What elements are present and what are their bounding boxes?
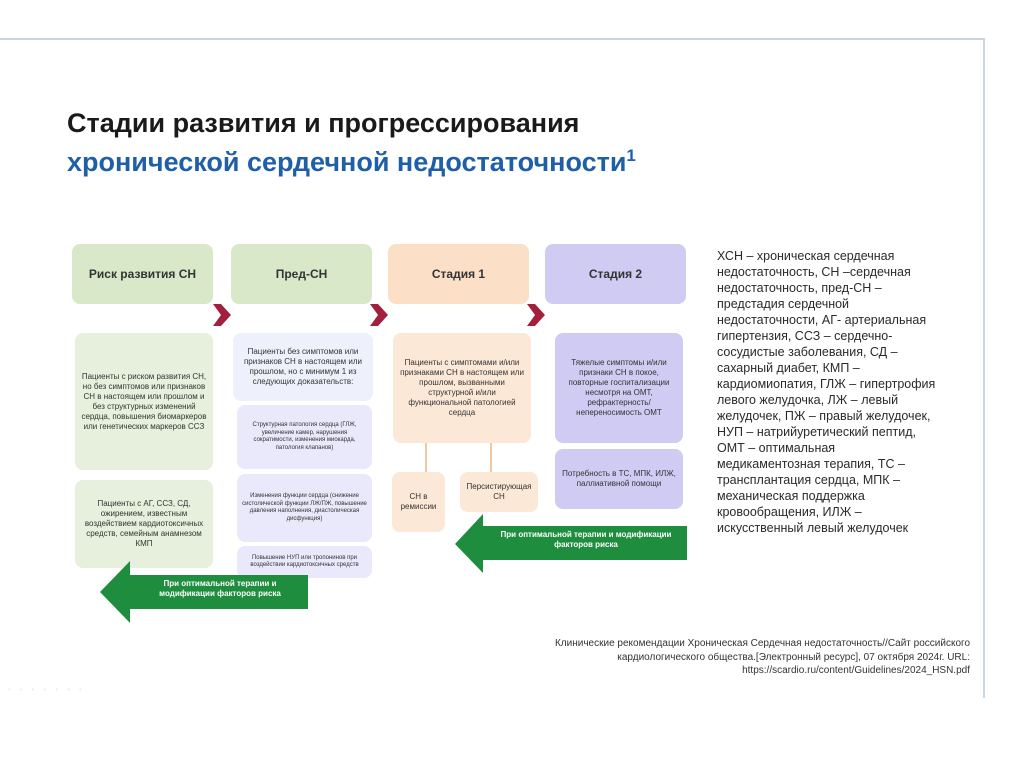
reference-line-2: кардиологического общества.[Электронный ресурс], 07 октября 2024г. URL: [617, 651, 970, 663]
chevron-right-icon [213, 302, 231, 328]
reference-line-3: https://scardio.ru/content/Guidelines/2024_HSN.pdf [742, 665, 970, 676]
presn-structural-box: Структурная патология сердца (ГЛЖ, увеличение камер, нарушения сократимости, изменения миокарда, патология клапанов) [237, 405, 372, 469]
risk-description-box: Пациенты с риском развития СН, но без симптомов или признаков СН в настоящем или прошлом и без структурных изменений сердца, повышения биомаркеров или генетических маркеров ССЗ [75, 333, 213, 470]
slide-title-line2-text: хронической сердечной недостаточности [67, 147, 627, 177]
presn-function-box: Изменения функции сердца (снижение систолической функции ЛЖ/ПЖ, повышение давления наполнения, диастолическая дисфункция) [237, 474, 372, 542]
stage2-description-box: Тяжелые симптомы и/или признаки СН в покое, повторные госпитализации несмотря на ОМТ, рефрактерность/ непереносимость ОМТ [555, 333, 683, 443]
reference-citation [520, 637, 970, 678]
stage-header-presn: Пред-СН [231, 244, 372, 304]
slide-title-line1: Стадии развития и прогрессирования [67, 108, 580, 138]
footnote-marker: 1 [626, 146, 636, 165]
abbreviations-glossary: ХСН – хроническая сердечная недостаточность, СН –сердечная недостаточность, пред-СН – предстадия сердечной недостаточности, АГ- артериальная гипертензия, ССЗ – сердечно-сосудистые заболевания, СД – сахарный диабет, КМП – кардиомиопатия, ГЛЖ – гипертрофия левого желудочка, ЛЖ – левый желудочек, ПЖ – правый желудочек, НУП – натрийуретический пептид, ОМТ – оптимальная медикаментозная терапия, ТС – трансплантация сердца, МПК – механическая поддержка кровообращения, ИЛЖ – искусственный левый желудочек [717, 249, 936, 535]
stage-header-stage2: Стадия 2 [545, 244, 686, 304]
stage1-persistent-box: Персистирующая СН [460, 472, 538, 512]
stage1-remission-box: СН в ремиссии [392, 472, 445, 532]
connector-line [490, 443, 492, 473]
risk-factors-box: Пациенты с АГ, ССЗ, СД, ожирением, известным воздействием кардиотоксичных средств, семейным анамнезом КМП [75, 480, 213, 568]
presn-description-box: Пациенты без симптомов или признаков СН в настоящем или прошлом, но с минимум 1 из следующих доказательств: [233, 333, 373, 401]
connector-line [425, 443, 427, 473]
slide-title-line2 [67, 146, 636, 178]
presn-biomarker-box: Повышение НУП или тропонинов при воздействии кардиотоксичных средств [237, 546, 372, 578]
chevron-right-icon [370, 302, 388, 328]
reference-line-1: Клинические рекомендации Хроническая Сердечная недостаточность//Сайт российского [554, 638, 970, 649]
therapy-arrow-left-label: При оптимальной терапии и модификации факторов риска [159, 579, 281, 598]
chevron-right-icon [527, 302, 545, 328]
stage-header-risk: Риск развития СН [72, 244, 213, 304]
slide-toolbar-dots: ◦◦◦◦◦◦◦ [8, 685, 91, 694]
stage-header-stage1: Стадия 1 [388, 244, 529, 304]
stage1-description-box: Пациенты с симптомами и/или признаками СН в настоящем или прошлом, вызванными структурной и/или функциональной патологией сердца [393, 333, 531, 443]
therapy-arrow-right-label: При оптимальной терапии и модификации факторов риска [500, 530, 672, 549]
stage2-therapy-box: Потребность в ТС, МПК, ИЛЖ, паллиативной помощи [555, 449, 683, 509]
